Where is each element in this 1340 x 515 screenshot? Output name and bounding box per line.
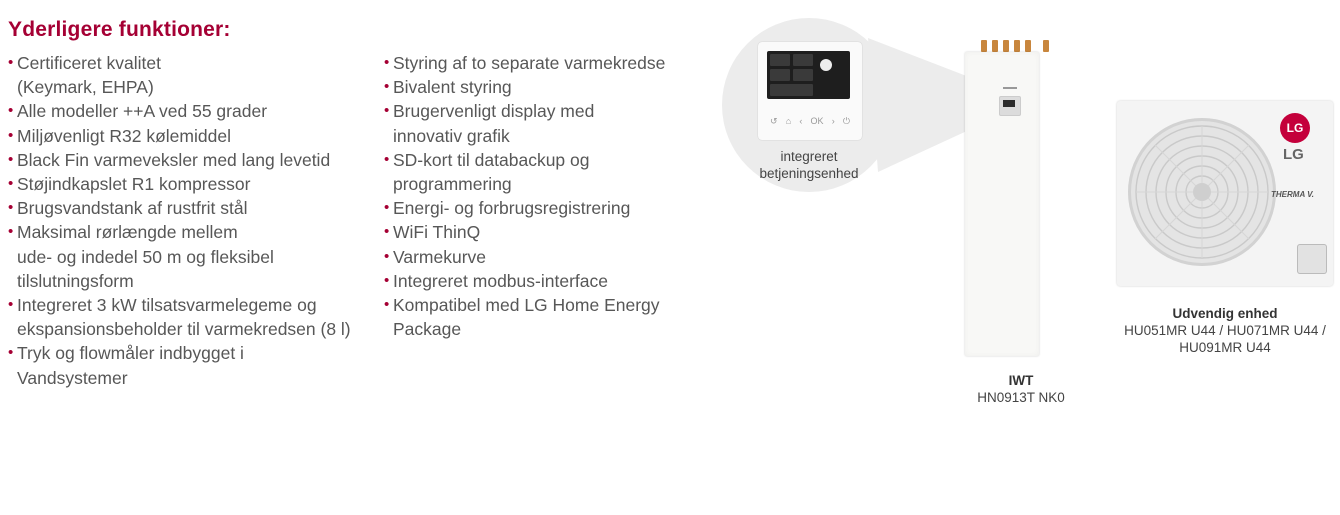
feature-item-line: • Integreret 3 kW tilsatsvarmelegeme og bbox=[17, 295, 317, 316]
service-valve-icon bbox=[1297, 244, 1327, 274]
outdoor-name: Udvendig enhed bbox=[1172, 306, 1278, 321]
lg-wordmark: LG bbox=[1283, 146, 1304, 163]
feature-item-line: • Kompatibel med LG Home Energy bbox=[393, 295, 660, 316]
outdoor-unit-image bbox=[1117, 101, 1333, 286]
outdoor-caption bbox=[1112, 305, 1338, 356]
feature-item-line: • Alle modeller ++A ved 55 grader bbox=[17, 101, 268, 122]
feature-item bbox=[384, 51, 714, 75]
feature-item-line: • Bivalent styring bbox=[393, 77, 512, 98]
feature-item bbox=[8, 99, 378, 123]
feature-item bbox=[384, 75, 714, 99]
feature-item-line: • WiFi ThinQ bbox=[393, 222, 481, 243]
feature-item-line: • Energi- og forbrugsregistrering bbox=[393, 198, 631, 219]
outdoor-models-line-2: HU091MR U44 bbox=[1179, 340, 1271, 355]
feature-item bbox=[8, 196, 378, 220]
feature-item-line: ude- og indedel 50 m og fleksibel bbox=[17, 246, 274, 267]
feature-item-line: • Integreret modbus-interface bbox=[393, 270, 608, 291]
feature-item bbox=[8, 341, 378, 389]
indoor-caption bbox=[952, 372, 1090, 406]
feature-item-line: Vandsystemer bbox=[17, 367, 128, 388]
feature-item-line: innovativ grafik bbox=[393, 125, 510, 146]
feature-item bbox=[384, 148, 714, 196]
feature-item bbox=[8, 124, 378, 148]
feature-item-line: • Brugervenligt display med bbox=[393, 101, 595, 122]
control-keypad-icons: ↺ ⌂ ‹ OK › ⏻ bbox=[770, 116, 850, 126]
feature-item bbox=[8, 148, 378, 172]
feature-item-line: • Brugsvandstank af rustfrit stål bbox=[17, 198, 248, 219]
feature-item bbox=[384, 196, 714, 220]
feature-item bbox=[384, 245, 714, 269]
indoor-model: HN0913T NK0 bbox=[977, 390, 1065, 405]
feature-item-line: • Miljøvenligt R32 kølemiddel bbox=[17, 125, 231, 146]
feature-item bbox=[8, 51, 378, 99]
fan-grille-icon bbox=[1128, 118, 1276, 266]
feature-item-line: Package bbox=[393, 319, 462, 340]
control-dial-icon bbox=[820, 59, 832, 71]
feature-list-left bbox=[8, 51, 378, 390]
feature-item-line: • Varmekurve bbox=[393, 246, 487, 267]
feature-item-line: • Maksimal rørlængde mellem bbox=[17, 222, 238, 243]
feature-item-line: programmering bbox=[393, 174, 512, 195]
feature-item-line: • SD-kort til databackup og bbox=[393, 149, 590, 170]
therma-v-wordmark: THERMA V. bbox=[1271, 190, 1314, 199]
feature-item bbox=[384, 269, 714, 293]
indoor-name: IWT bbox=[1008, 373, 1034, 388]
control-panel-image bbox=[758, 42, 862, 140]
control-panel-screen bbox=[767, 51, 850, 99]
feature-item bbox=[384, 293, 714, 341]
indoor-unit-image bbox=[965, 52, 1039, 356]
lg-logo-icon: LG bbox=[1280, 113, 1310, 143]
indoor-display-icon bbox=[999, 96, 1021, 116]
feature-item bbox=[384, 220, 714, 244]
page-heading: Yderligere funktioner: bbox=[8, 18, 231, 41]
control-caption: integreret betjeningsenhed bbox=[759, 149, 859, 181]
feature-item-line: • Styring af to separate varmekredse bbox=[393, 53, 666, 73]
feature-item-line: ekspansionsbeholder til varmekredsen (8 l) bbox=[17, 319, 351, 340]
feature-item-line: tilslutningsform bbox=[17, 270, 134, 291]
feature-item-line: • Tryk og flowmåler indbygget i bbox=[17, 343, 244, 364]
feature-item bbox=[8, 220, 378, 293]
feature-item-line: (Keymark, EHPA) bbox=[17, 77, 154, 98]
feature-item-line: • Certificeret kvalitet bbox=[17, 53, 161, 73]
outdoor-models-line-1: HU051MR U44 / HU071MR U44 / bbox=[1124, 323, 1326, 338]
feature-item-line: • Støjindkapslet R1 kompressor bbox=[17, 174, 251, 195]
feature-item bbox=[384, 99, 714, 147]
feature-item-line: • Black Fin varmeveksler med lang levetid bbox=[17, 149, 331, 170]
feature-list-right bbox=[384, 51, 714, 341]
feature-item bbox=[8, 172, 378, 196]
feature-item bbox=[8, 293, 378, 341]
